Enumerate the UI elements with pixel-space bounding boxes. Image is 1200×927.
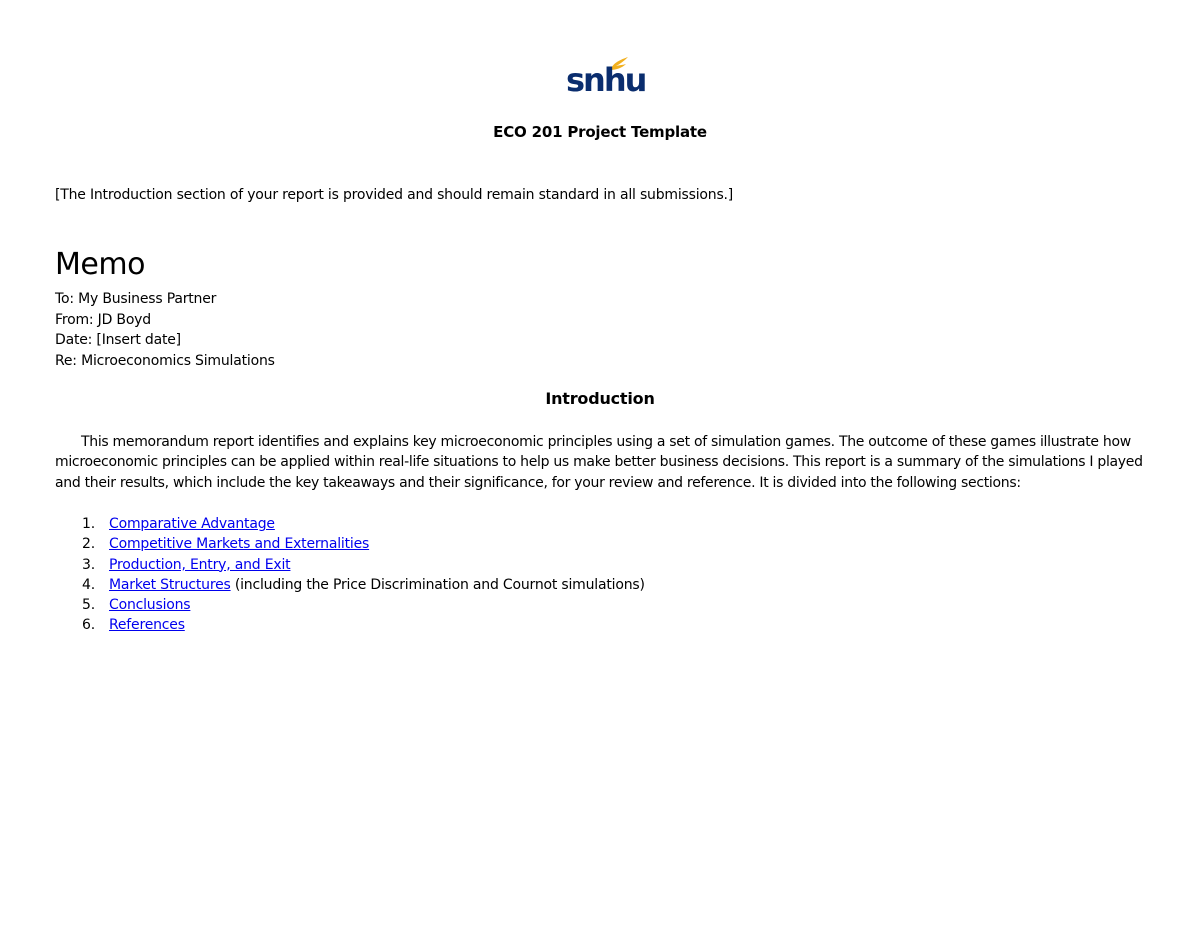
section-list — [55, 514, 645, 636]
list-item-number: 4. — [82, 576, 95, 593]
memo-header-block — [55, 289, 275, 371]
list-item — [55, 575, 645, 595]
document-title: ECO 201 Project Template — [493, 123, 707, 141]
list-item-number: 5. — [82, 597, 95, 614]
memo-heading: Memo — [55, 247, 145, 282]
link-market-structures[interactable]: Market Structures — [109, 576, 231, 593]
memo-to-line: To: My Business Partner — [55, 291, 217, 307]
snhu-logo — [562, 54, 646, 104]
list-item — [55, 555, 645, 575]
memo-re-line: Re: Microeconomics Simulations — [55, 352, 275, 369]
link-references[interactable]: References — [109, 617, 185, 634]
list-item — [55, 534, 645, 554]
logo-wordmark: snhu — [566, 61, 646, 99]
introduction-paragraph — [55, 432, 1150, 493]
link-conclusions[interactable]: Conclusions — [109, 597, 191, 614]
link-competitive-markets[interactable]: Competitive Markets and Externalities — [109, 536, 370, 553]
intro-instruction-note: [The Introduction section of your report is provided and should remain standard in all submissions.] — [55, 187, 734, 203]
link-production-entry-exit[interactable]: Production, Entry, and Exit — [109, 556, 291, 573]
list-item — [55, 615, 645, 635]
memo-date-line: Date: [Insert date] — [55, 332, 181, 348]
list-item-number: 2. — [82, 536, 95, 553]
list-item-number: 1. — [82, 516, 95, 532]
introduction-paragraph-text: This memorandum report identifies and explains key microeconomic principles using a set of simulation games. The outcome of these games illustrate how microeconomic principles can be applied within real-life situations to help us make better business decisions. This report is a summary of the simulations I played and their results, which include the key takeaways and their significance, for your review and reference. It is divided into the following sections: — [55, 434, 1143, 491]
introduction-heading: Introduction — [545, 389, 655, 408]
link-comparative-advantage[interactable]: Comparative Advantage — [109, 516, 275, 532]
list-item — [55, 595, 645, 615]
list-item-number: 6. — [82, 617, 95, 634]
memo-from-line: From: JD Boyd — [55, 311, 151, 328]
list-item-number: 3. — [82, 556, 95, 573]
list-item — [55, 514, 645, 534]
list-item-suffix: (including the Price Discrimination and Cournot simulations) — [230, 576, 645, 593]
